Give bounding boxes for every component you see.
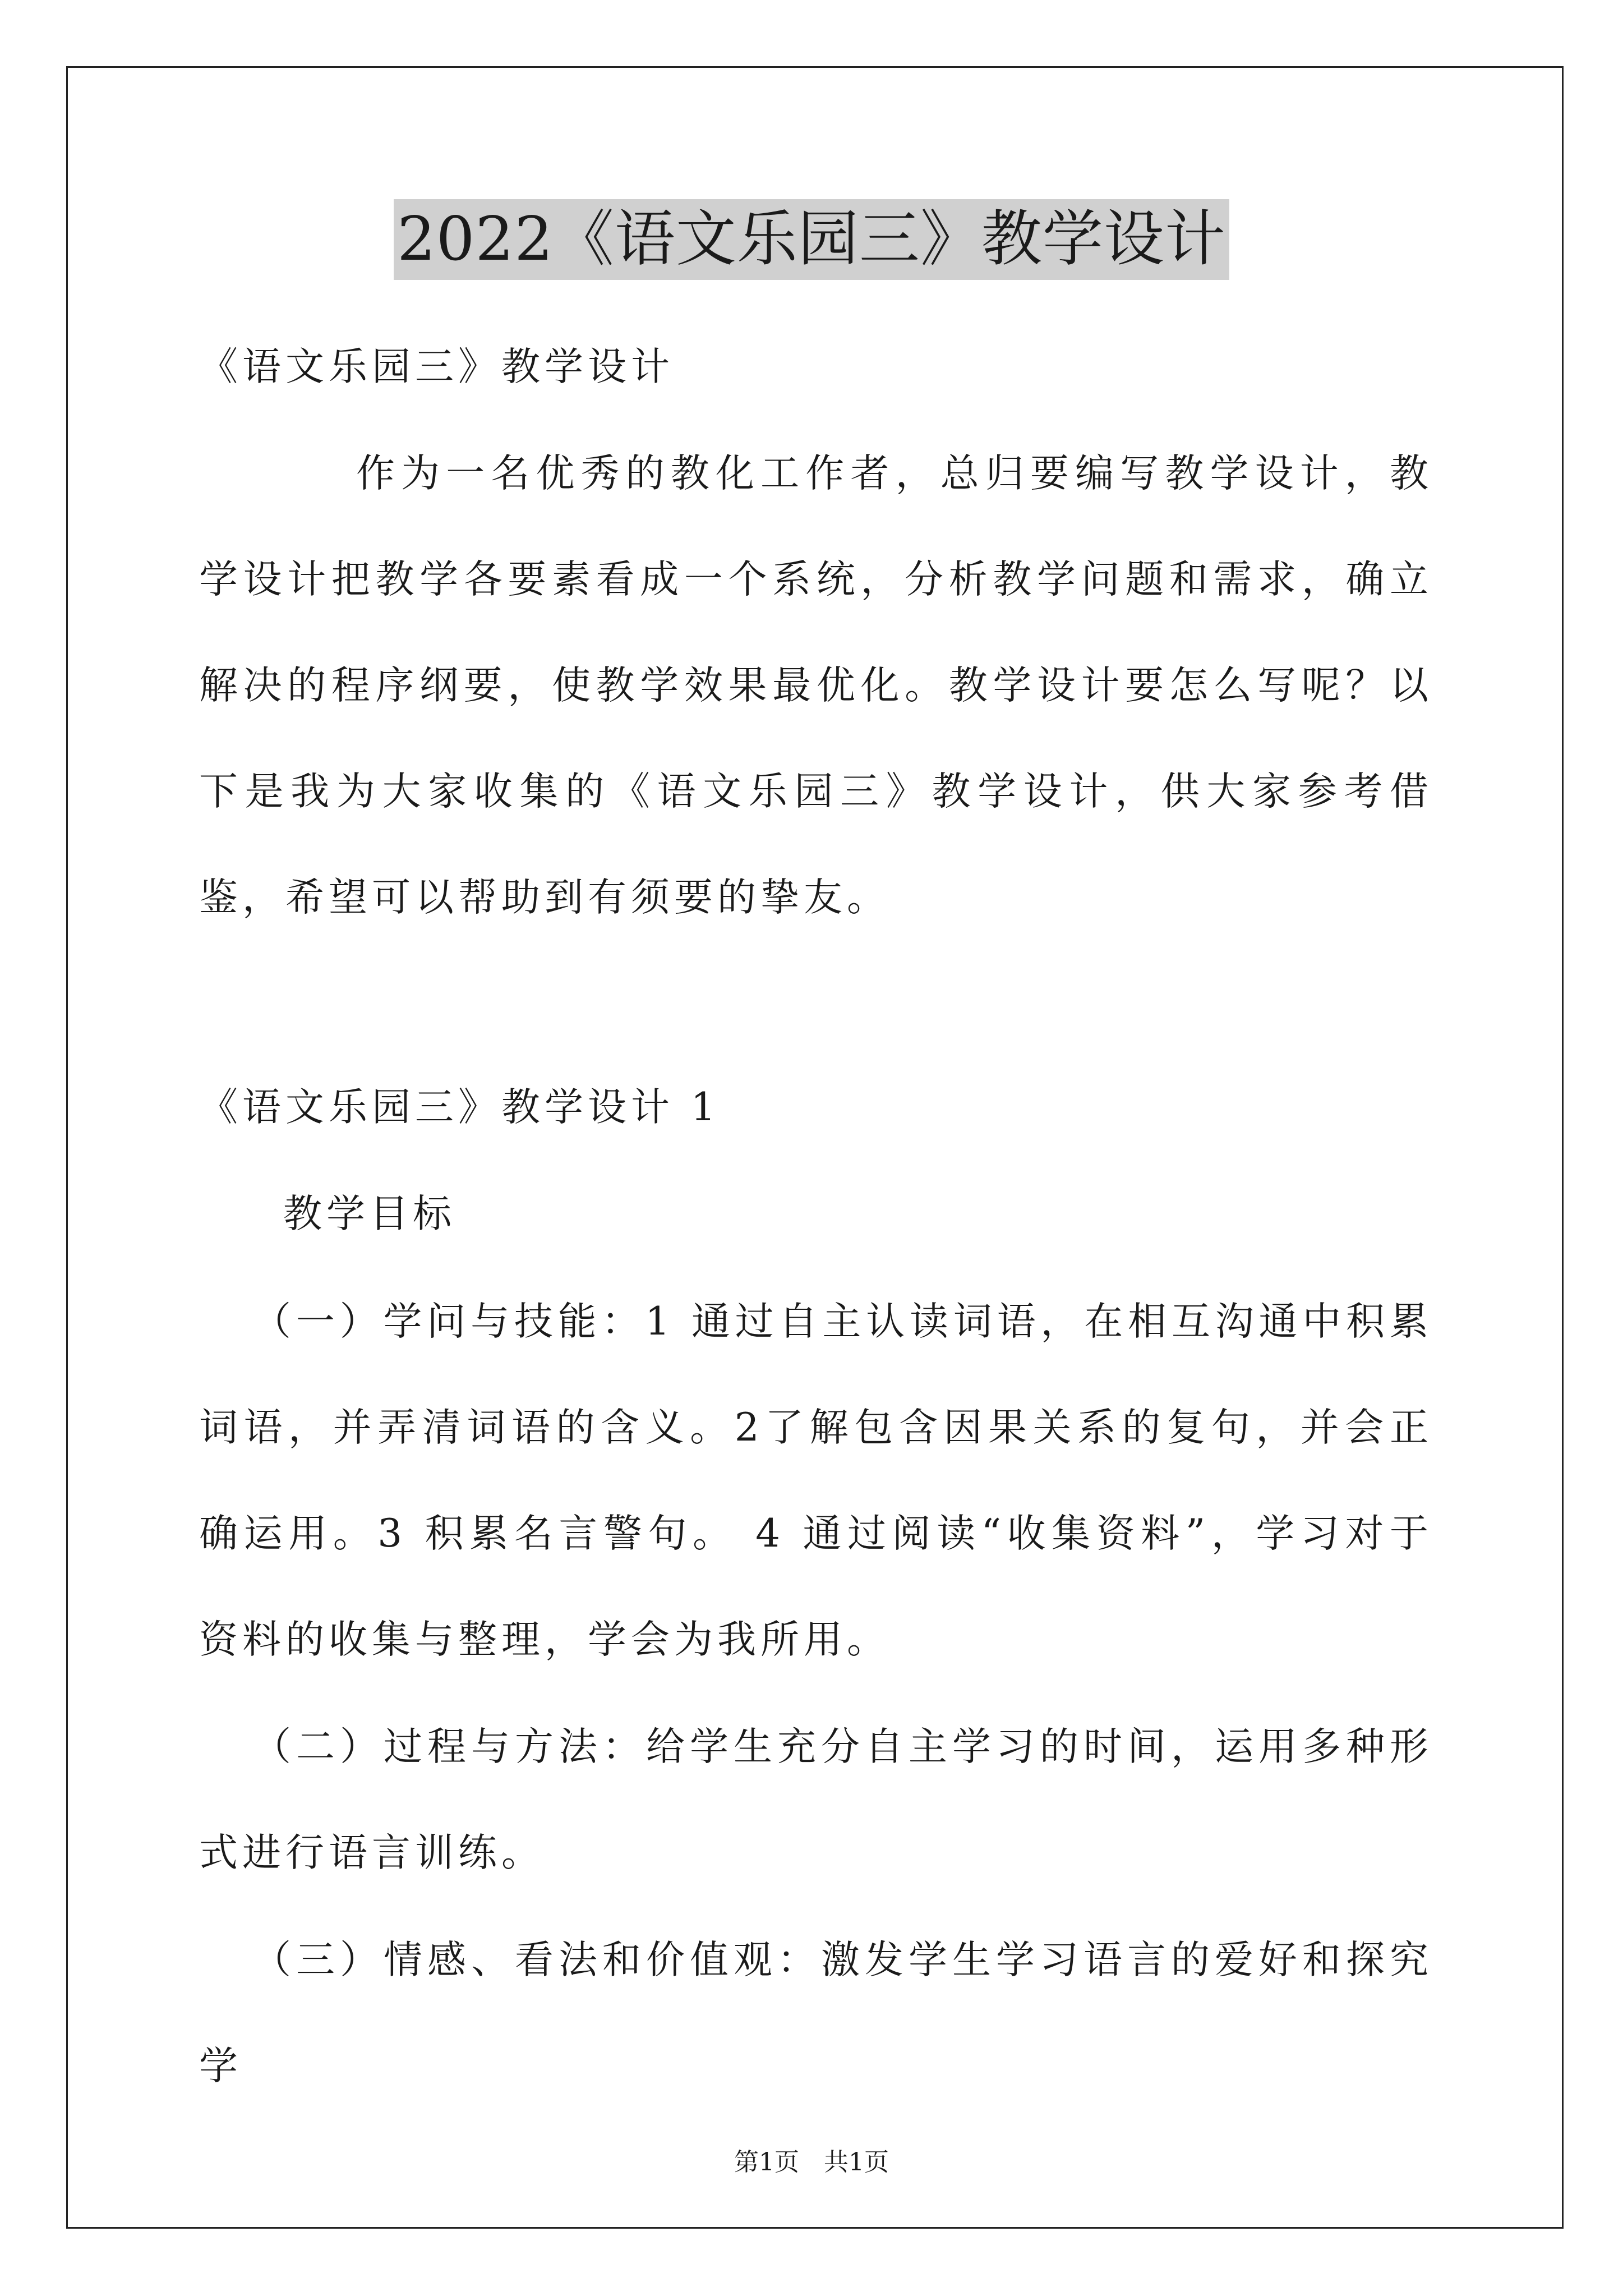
goal-2-block: [199, 1694, 1433, 1906]
document-title: 2022《语文乐园三》教学设计: [394, 199, 1229, 280]
goal-2-paragraph: （二）过程与方法：给学生充分自主学习的时间，运用多种形式进行语言训练。: [199, 1724, 1433, 1875]
page-footer: 第1页 共1页: [734, 2148, 889, 2177]
goal-1-paragraph: （一）学问与技能：1 通过自主认读词语，在相互沟通中积累词语，并弄清词语的含义。2了解包含因果关系的复句，并会正确运用。3 积累名言警句。 4 通过阅读“收集资料”，学习对于资料的收集与整理，学会为我所用。: [199, 1299, 1433, 1662]
intro-block: [199, 421, 1433, 951]
title-wrap: [0, 199, 1623, 280]
section-title: 《语文乐园三》教学设计 1: [199, 1085, 720, 1130]
goal-1-block: [199, 1269, 1433, 1693]
subtitle-block: [199, 314, 1433, 420]
goal-3-paragraph: （三）情感、看法和价值观：激发学生学习语言的爱好和探究学: [199, 1938, 1433, 2088]
subtitle: 《语文乐园三》教学设计: [199, 344, 674, 389]
goal-3-block: [199, 1907, 1433, 2119]
goals-heading: 教学目标: [283, 1191, 456, 1236]
section-title-block: [199, 1055, 1433, 1161]
intro-paragraph: 作为一名优秀的教化工作者，总归要编写教学设计，教学设计把教学各要素看成一个系统，分析教学问题和需求，确立解决的程序纲要，使教学效果最优化。教学设计要怎么写呢？以下是我为大家收集的《语文乐园三》教学设计，供大家参考借鉴，希望可以帮助到有须要的挚友。: [199, 451, 1433, 920]
goals-heading-block: [199, 1161, 1433, 1267]
